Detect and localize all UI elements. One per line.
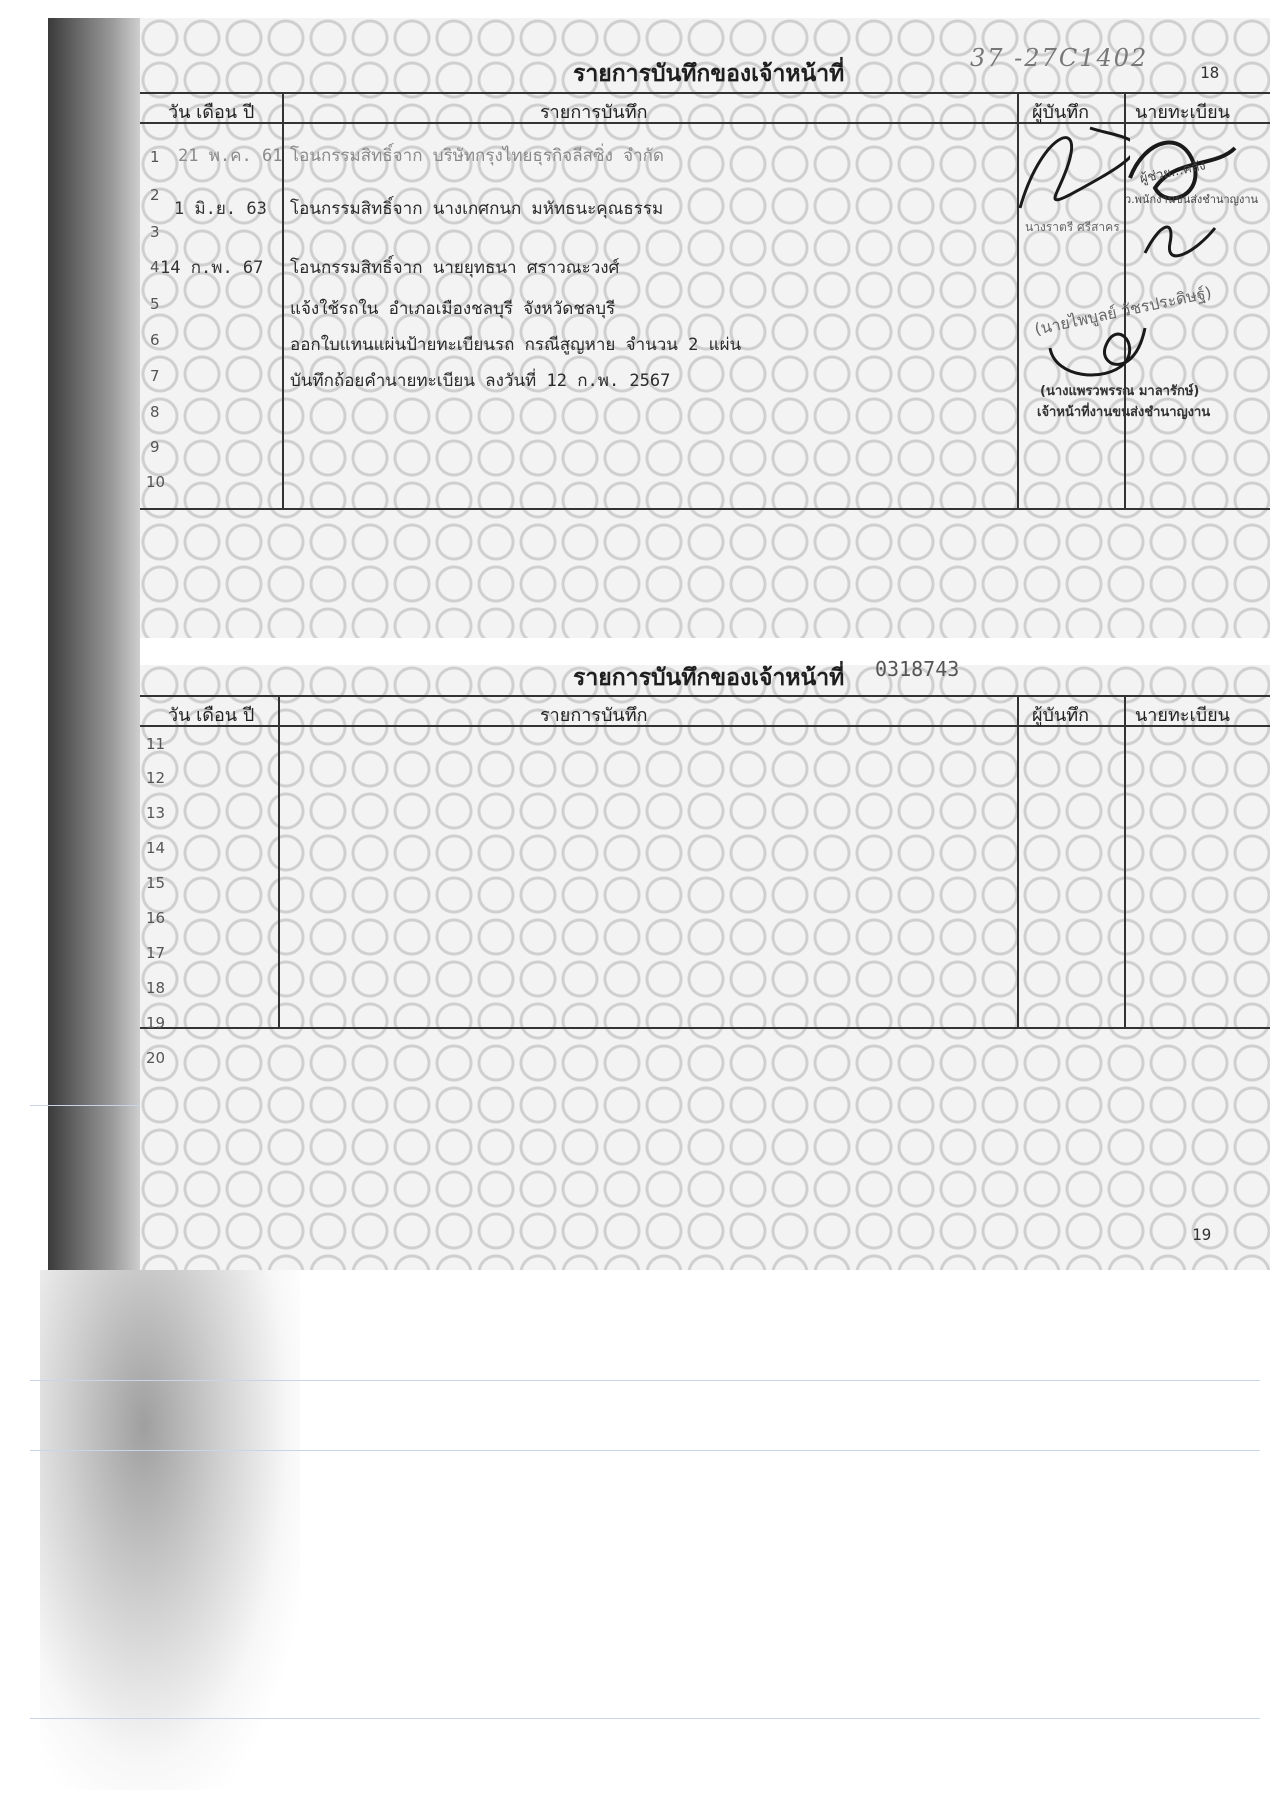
page-title: รายการบันทึกของเจ้าหน้าที่ <box>573 61 845 87</box>
row-number: 4 <box>150 258 160 276</box>
table-top-border <box>140 695 1270 697</box>
page-number: 19 <box>1192 1225 1212 1244</box>
handwritten-note: 37 -27C1402 <box>970 44 1149 72</box>
row-number: 13 <box>146 804 166 822</box>
book-spine-shadow <box>48 18 140 1270</box>
column-divider <box>1017 695 1019 1029</box>
top-record-page <box>140 18 1270 638</box>
lower-signature <box>1045 308 1155 388</box>
entry-text: โอนกรรมสิทธิ์จาก นายยุทธนา ศราวณะวงศ์ <box>290 258 620 278</box>
column-divider <box>278 695 280 1029</box>
column-divider <box>1124 695 1126 1029</box>
small-name-line: นางราตรี ศรีสาคร <box>1025 220 1120 234</box>
scan-line <box>30 1380 1260 1381</box>
column-header-recorder: ผู้บันทึก <box>1032 102 1090 123</box>
row-number: 12 <box>146 769 166 787</box>
row-number: 8 <box>150 403 160 421</box>
column-header-registrar: นายทะเบียน <box>1135 705 1230 726</box>
signer-name-caption: (นางแพรวพรรณ มาลารักษ์) <box>1040 384 1200 399</box>
page-number: 18 <box>1200 63 1220 82</box>
stamp-line: ว.พนักงานขนส่งชำนาญงาน <box>1125 193 1259 206</box>
row-number: 18 <box>146 979 166 997</box>
rotated-name-stamp: (นายไพบูลย์ วัชรประดิษฐ์) <box>1032 282 1214 339</box>
entry-date: 1 มิ.ย. 63 <box>174 199 267 219</box>
entry-text: โอนกรรมสิทธิ์จาก บริษัทกรุงไทยธุรกิจลีสซิ่ง จำกัด <box>290 146 664 166</box>
header-divider <box>140 725 1270 727</box>
row-number: 2 <box>150 186 160 204</box>
row-number: 20 <box>146 1049 166 1067</box>
row-number: 19 <box>146 1014 166 1032</box>
column-header-recorder: ผู้บันทึก <box>1032 705 1090 726</box>
page-title: รายการบันทึกของเจ้าหน้าที่ <box>573 665 845 691</box>
row-number: 10 <box>146 473 166 491</box>
entry-text: บันทึกถ้อยคำนายทะเบียน ลงวันที่ 12 ก.พ. 2567 <box>290 371 671 391</box>
row-number: 6 <box>150 331 160 349</box>
row-number: 3 <box>150 223 160 241</box>
table-top-border <box>140 92 1270 94</box>
table-bottom-border <box>140 1027 1270 1029</box>
row-number: 17 <box>146 944 166 962</box>
row-number: 5 <box>150 295 160 313</box>
entry-text: โอนกรรมสิทธิ์จาก นางเกศกนก มหัทธนะคุณธรรม <box>290 199 664 219</box>
signer-title-caption: เจ้าหน้าที่งานขนส่งชำนาญงาน <box>1037 405 1211 420</box>
column-header-record: รายการบันทึก <box>540 705 648 726</box>
recorder-signature <box>1010 118 1130 228</box>
entry-text: ออกใบแทนแผ่นป้ายทะเบียนรถ กรณีสูญหาย จำนวน 2 แผ่น <box>290 335 742 355</box>
small-signature <box>1140 213 1220 263</box>
column-header-record: รายการบันทึก <box>540 102 648 123</box>
row-number: 7 <box>150 367 160 385</box>
entry-date: 21 พ.ค. 61 <box>178 146 283 166</box>
serial-number: 0318743 <box>875 657 960 681</box>
stamp-line: ผู้ช่วย...คลัง <box>1138 158 1208 187</box>
row-number: 14 <box>146 839 166 857</box>
scan-line <box>30 1450 1260 1451</box>
row-number: 9 <box>150 438 160 456</box>
scan-smudge <box>40 1270 300 1790</box>
row-number: 11 <box>146 735 166 753</box>
column-header-date: วัน เดือน ปี <box>168 705 255 726</box>
column-header-date: วัน เดือน ปี <box>168 102 255 123</box>
scan-line <box>30 1718 1260 1719</box>
row-number: 16 <box>146 909 166 927</box>
column-header-registrar: นายทะเบียน <box>1135 102 1230 123</box>
row-number: 15 <box>146 874 166 892</box>
row-number: 1 <box>150 148 160 166</box>
table-bottom-border <box>140 508 1270 510</box>
entry-text: แจ้งใช้รถใน อำเภอเมืองชลบุรี จังหวัดชลบุรี <box>290 299 616 319</box>
entry-date: 14 ก.พ. 67 <box>160 258 264 278</box>
bottom-record-page <box>140 657 1270 1270</box>
